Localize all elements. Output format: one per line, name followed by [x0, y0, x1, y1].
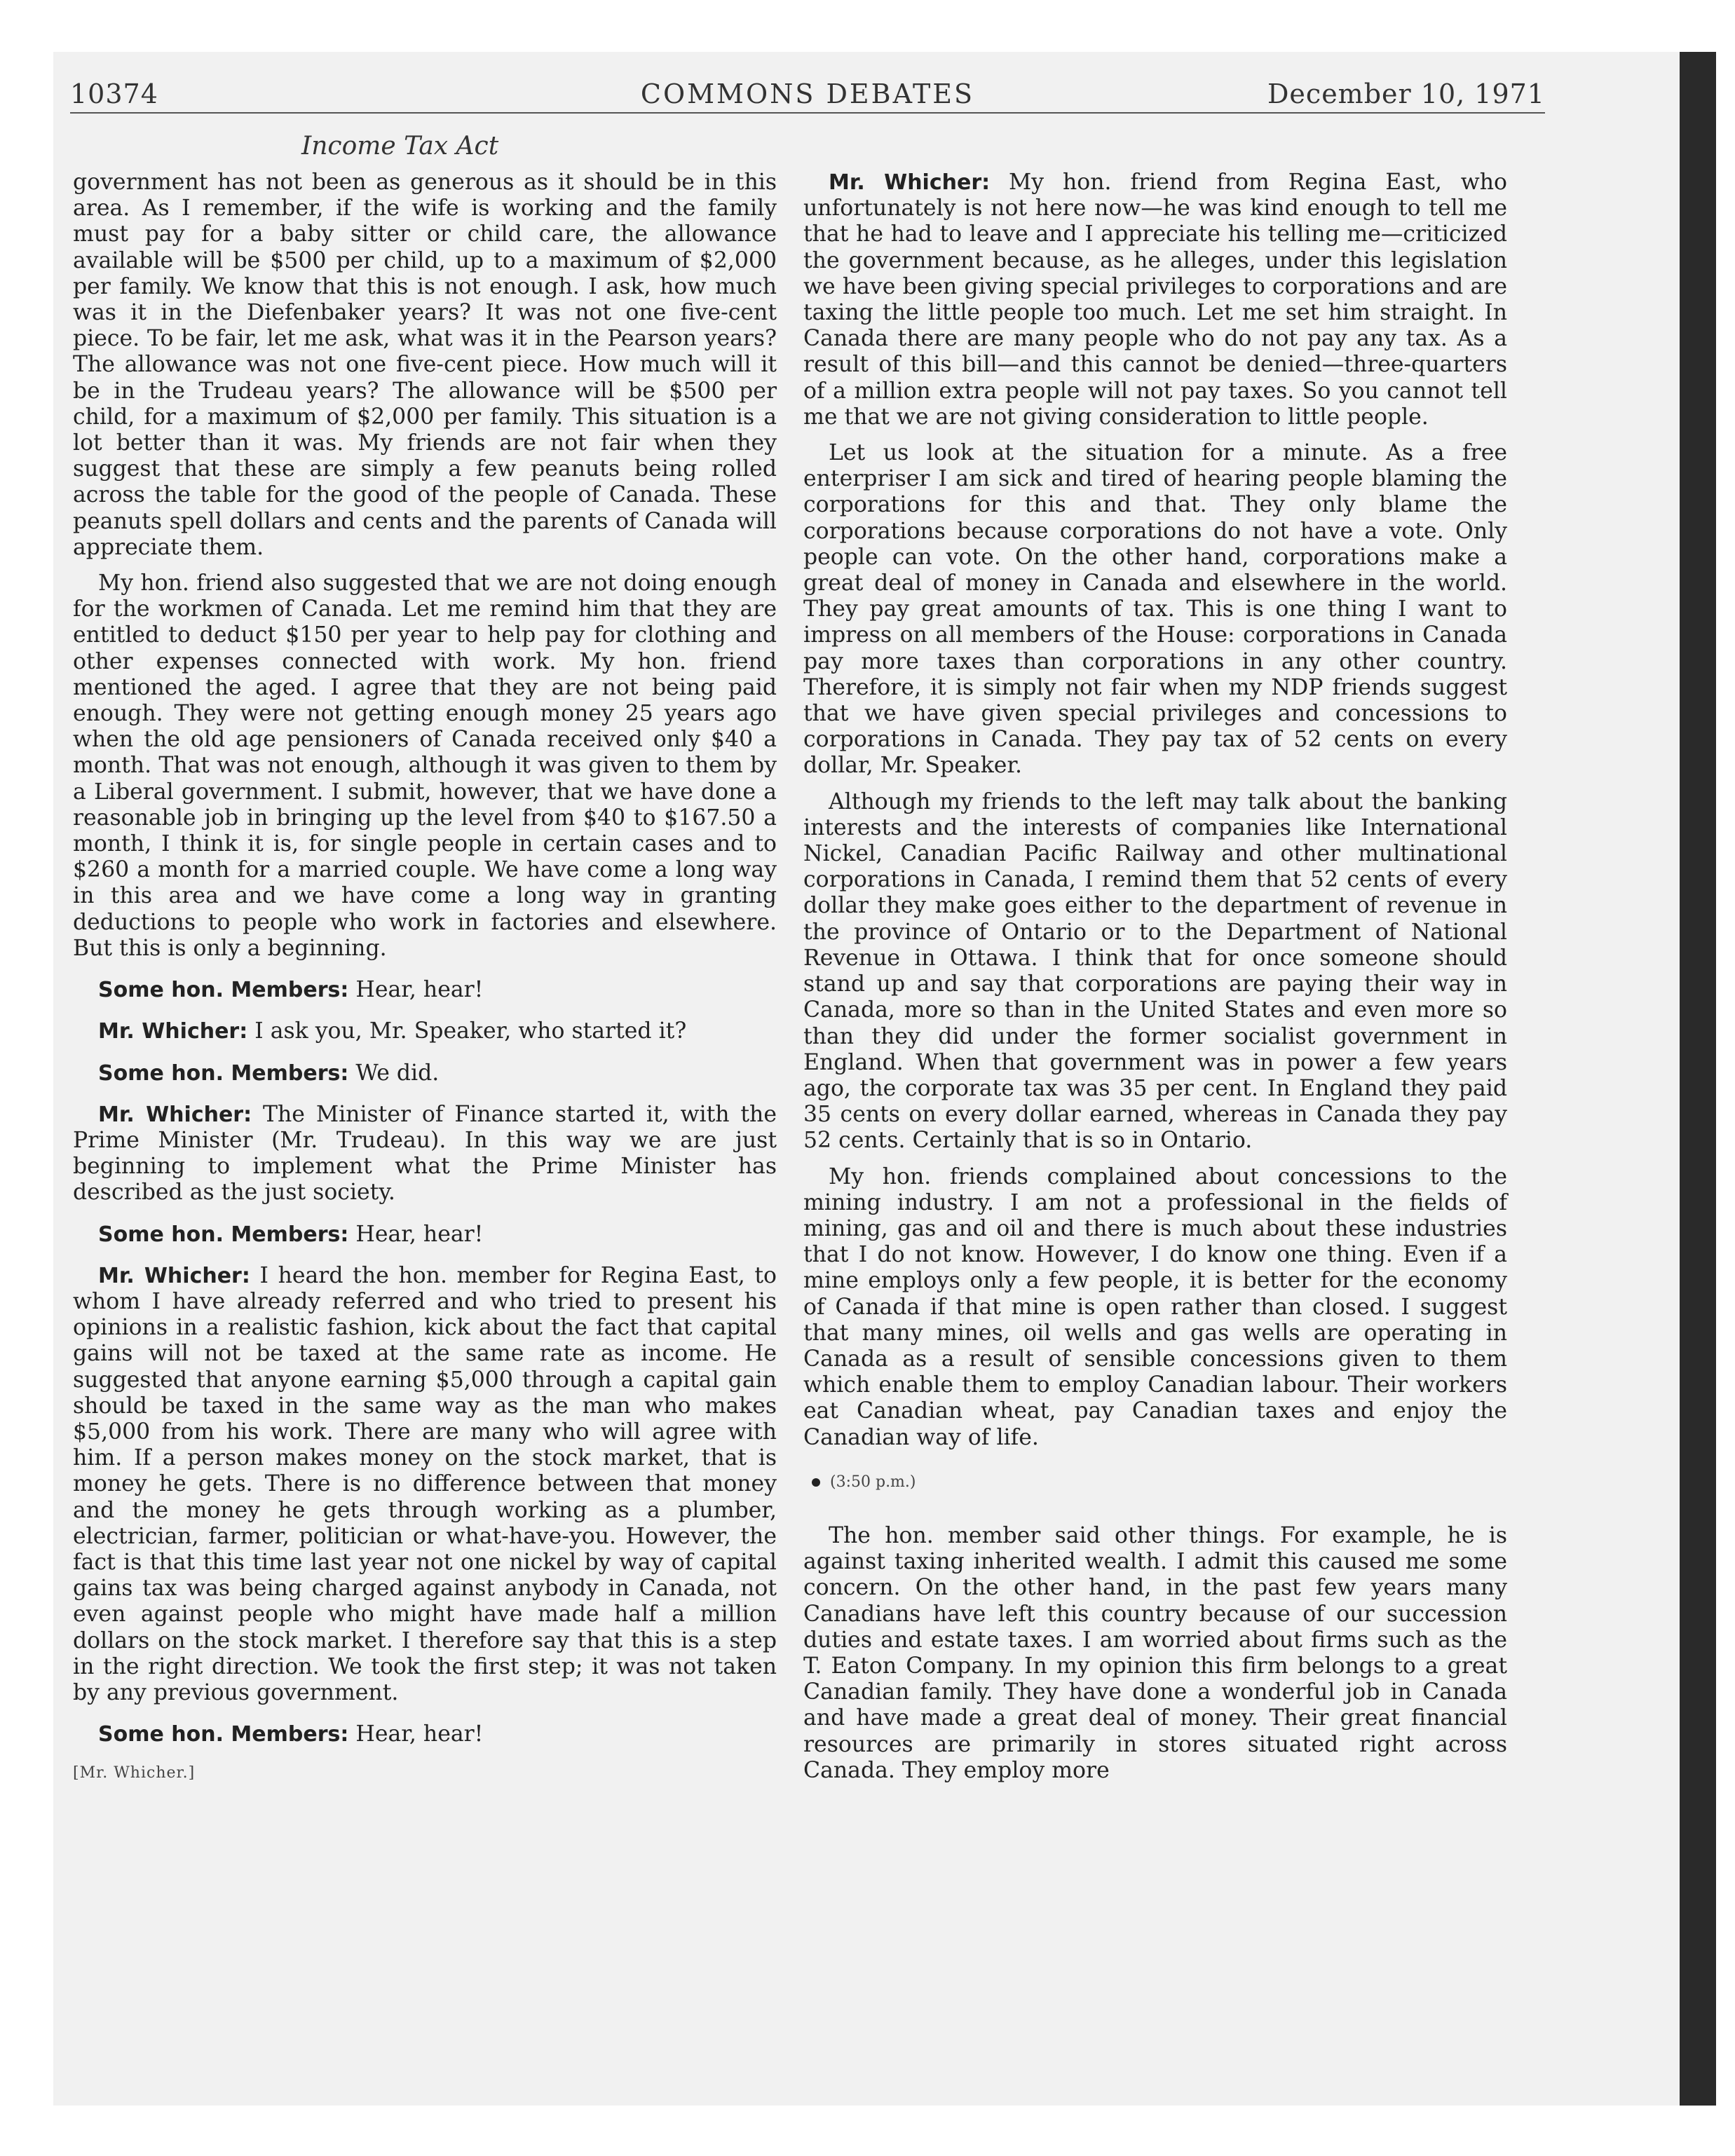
- speech-text: My hon. friend from Regina East, who unfortunately is not here now—he was kind enough to tell me that he had to leave and I appreciate his telling me—criticized the government because, as he alleges, under this legislation we have been giving special privileges to corporations and are taxing the little people too much. Let me set him straight. In Canada there are many people who do not pay any tax. As a result of this bill—and this cannot be denied—three-quarters of a million extra people will not pay taxes. So you cannot tell me that we are not giving consideration to little people.: [803, 170, 1507, 430]
- paragraph: Let us look at the situation for a minute. As a free enterpriser I am sick and tired of hearing people blaming the corporations for this and that. They only blame the corporations because corporations do not have a vote. Only people can vote. On the other hand, corporations make a great deal of money in Canada and elsewhere in the world. They pay great amounts of tax. This is one thing I want to impress on all members of the House: corporations in Canada pay more taxes than corporations in any other country. Therefore, it is simply not fair when my NDP friends suggest that we have given special privileges and concessions to corporations in Canada. They pay tax of 52 cents on every dollar, Mr. Speaker.: [803, 440, 1507, 779]
- subject-heading: Income Tax Act: [301, 132, 499, 161]
- speech: [73, 977, 777, 1003]
- speech-text: I ask you, Mr. Speaker, who started it?: [254, 1018, 687, 1044]
- left-column: [73, 170, 777, 1787]
- speaker-label: Mr. Whicher:: [98, 1019, 248, 1044]
- paragraph: government has not been as generous as it should be in this area. As I remember, if the wife is working and the family must pay for a baby sitter or child care, the allowance available will be $500 per child, up to a maximum of $2,000 per family. We know that this is not enough. I ask, how much was it in the Diefenbaker years? It was not one five-cent piece. To be fair, let me ask, what was it in the Pearson years? The allowance was not one five-cent piece. How much will it be in the Trudeau years? The allowance will be $500 per child, for a maximum of $2,000 per family. This situation is a lot better than it was. My friends are not fair when they suggest that these are simply a few peanuts being rolled across the table for the good of the people of Canada. These peanuts spell dollars and cents and the parents of Canada will appreciate them.: [73, 170, 777, 560]
- speaker-label: Mr. Whicher:: [829, 170, 991, 195]
- paragraph: Although my friends to the left may talk about the banking interests and the interests of companies like International Nickel, Canadian Pacific Railway and other multinational corporations in Canada, I remind them that 52 cents of every dollar they make goes either to the department of revenue in the province of Ontario or to the Department of National Revenue in Ottawa. I think that for once someone should stand up and say that corporations are paying their way in Canada, more so than in the United States and even more so than they did under the former socialist government in England. When that government was in power a few years ago, the corporate tax was 35 per cent. In England they paid 35 cents on every dollar earned, whereas in Canada they pay 52 cents. Certainly that is so in Ontario.: [803, 789, 1507, 1154]
- speech-text: Hear, hear!: [355, 1721, 484, 1747]
- right-column: [803, 170, 1507, 1794]
- paragraph: The hon. member said other things. For example, he is against taxing inherited wealth. I admit this caused me some concern. On the other hand, in the past few years many Canadians have left this country because of our succession duties and estate taxes. I am worried about firms such as the T. Eaton Company. In my opinion this firm belongs to a great Canadian family. They have done a wonderful job in Canada and have made a great deal of money. Their great financial resources are primarily in stores situated right across Canada. They employ more: [803, 1522, 1507, 1783]
- scan-edge-bar: [1680, 52, 1716, 2106]
- speech: [73, 1060, 777, 1086]
- page-number: 10374: [70, 79, 158, 109]
- speaker-label: Some hon. Members:: [98, 1722, 349, 1747]
- page-header: [70, 79, 1545, 114]
- speaker-label: Some hon. Members:: [98, 1222, 349, 1247]
- time-marker: [812, 1469, 1507, 1495]
- speech: [73, 1018, 777, 1044]
- speaker-label: Some hon. Members:: [98, 978, 349, 1003]
- paragraph: My hon. friends complained about concessions to the mining industry. I am not a professional in the fields of mining, gas and oil and there is much about these industries that I do not know. However, I do know one thing. Even if a mine employs only a few people, it is better for the economy of Canada if that mine is open rather than closed. I suggest that many mines, oil wells and gas wells are operating in Canada as a result of sensible concessions given to them which enable them to employ Canadian labour. Their workers eat Canadian wheat, pay Canadian taxes and enjoy the Canadian way of life.: [803, 1164, 1507, 1450]
- speech-text: The Minister of Finance started it, with the Prime Minister (Mr. Trudeau). In this way we are just beginning to implement what the Prime Minister has described as the just society.: [73, 1101, 777, 1206]
- speaker-label: Mr. Whicher:: [98, 1263, 250, 1288]
- speech: [73, 1102, 777, 1206]
- speech-text: Hear, hear!: [355, 1221, 484, 1247]
- speech: [73, 1263, 777, 1706]
- speaker-attribution: [Mr. Whicher.]: [73, 1764, 196, 1782]
- time-marker-text: (3:50 p.m.): [830, 1473, 916, 1491]
- speech-text: Hear, hear!: [355, 977, 484, 1003]
- paragraph: My hon. friend also suggested that we are not doing enough for the workmen of Canada. Let me remind him that they are entitled to deduct $150 per year to help pay for clothing and other expenses connected with work. My hon. friend mentioned the aged. I agree that they are not being paid enough. They were not getting enough money 25 years ago when the old age pensioners of Canada received only $40 a month. That was not enough, although it was given to them by a Liberal government. I submit, however, that we have done a reasonable job in bringing up the level from $40 to $167.50 a month, I think it is, for single people in certain cases and to $260 a month for a married couple. We have come a long way in this area and we have come a long way in granting deductions to people who work in factories and elsewhere. But this is only a beginning.: [73, 571, 777, 961]
- speech: [803, 170, 1507, 430]
- bullet-icon: [812, 1478, 820, 1487]
- speech-text: I heard the hon. member for Regina East, to whom I have already referred and who tried to present his opinions in a realistic fashion, kick about the fact that capital gains will not be taxed at the same rate as income. He suggested that anyone earning $5,000 through a capital gain should be taxed in the same way as the man who makes $5,000 from his work. There are many who will agree with him. If a person makes money on the stock market, that is money he gets. There is no difference between that money and the money he gets through working as a plumber, electrician, farmer, politician or what-have-you. However, the fact is that this time last year not one nickel by way of capital gains tax was being charged against anybody in Canada, not even against people who might have made half a million dollars on the stock market. I therefore say that this is a step in the right direction. We took the first step; it was not taken by any previous government.: [73, 1262, 777, 1705]
- speech-text: We did.: [355, 1060, 440, 1086]
- speaker-label: Mr. Whicher:: [98, 1102, 252, 1127]
- header-rule: [70, 112, 1545, 114]
- publication-title: COMMONS DEBATES: [640, 79, 975, 109]
- speaker-label: Some hon. Members:: [98, 1060, 349, 1086]
- speech: [73, 1721, 777, 1747]
- speech: [73, 1222, 777, 1248]
- publication-date: December 10, 1971: [1267, 79, 1545, 109]
